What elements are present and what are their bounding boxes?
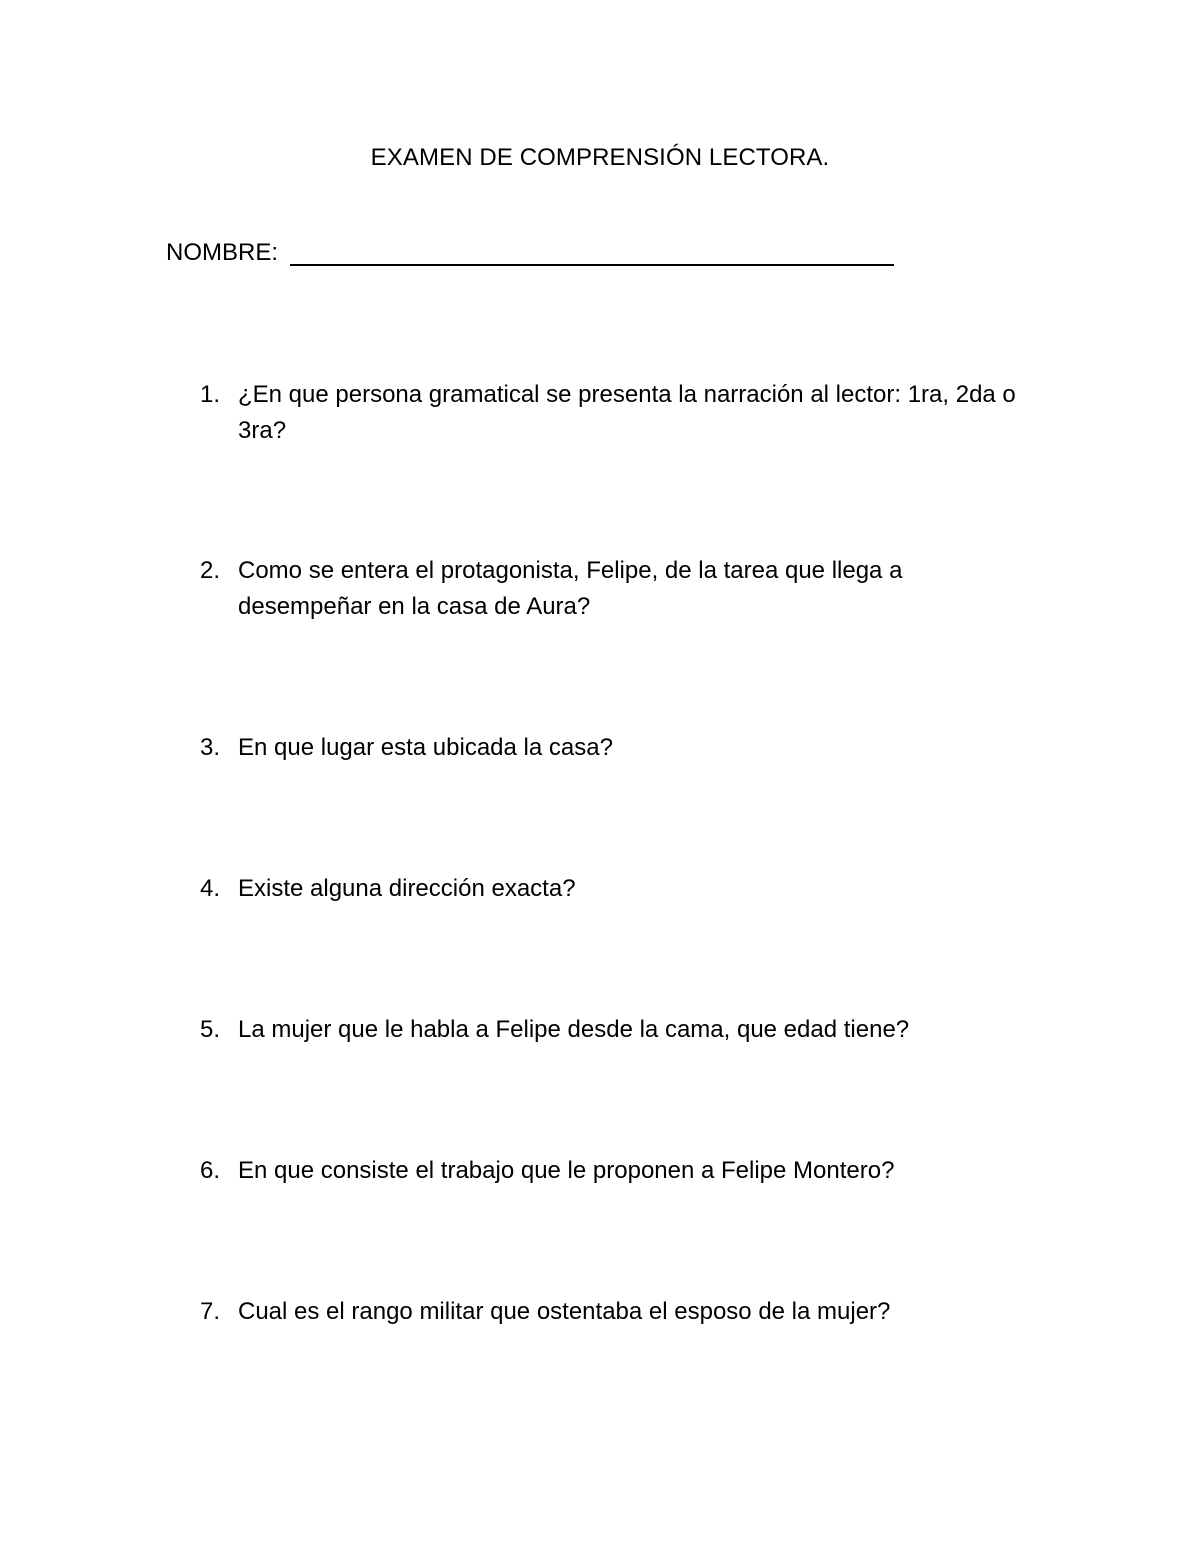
question-text: Cual es el rango militar que ostentaba el esposo de la mujer? bbox=[238, 1298, 891, 1325]
question-item bbox=[200, 553, 1060, 625]
question-item bbox=[200, 871, 1060, 907]
question-number: 3. bbox=[200, 734, 221, 761]
question-text: Como se entera el protagonista, Felipe, de la tarea que llega a desempeñar en la casa de Aura? bbox=[238, 557, 903, 620]
question-item bbox=[200, 377, 1060, 449]
name-blank-line bbox=[290, 264, 894, 266]
page-title: EXAMEN DE COMPRENSIÓN LECTORA. bbox=[370, 144, 830, 171]
question-item bbox=[200, 730, 1060, 766]
question-text: En que lugar esta ubicada la casa? bbox=[238, 734, 613, 761]
name-label: NOMBRE: bbox=[166, 239, 279, 266]
question-item bbox=[200, 1012, 1060, 1048]
question-number: 4. bbox=[200, 875, 221, 902]
question-text: Existe alguna dirección exacta? bbox=[238, 875, 576, 902]
question-text: La mujer que le habla a Felipe desde la cama, que edad tiene? bbox=[238, 1016, 910, 1043]
question-number: 1. bbox=[200, 381, 221, 408]
question-number: 5. bbox=[200, 1016, 221, 1043]
question-text: En que consiste el trabajo que le proponen a Felipe Montero? bbox=[238, 1157, 895, 1184]
question-item bbox=[200, 1294, 1060, 1330]
question-text: ¿En que persona gramatical se presenta la narración al lector: 1ra, 2da o 3ra? bbox=[238, 381, 1016, 444]
question-number: 6. bbox=[200, 1157, 221, 1184]
question-item bbox=[200, 1153, 1060, 1189]
question-number: 2. bbox=[200, 557, 221, 584]
question-number: 7. bbox=[200, 1298, 221, 1325]
